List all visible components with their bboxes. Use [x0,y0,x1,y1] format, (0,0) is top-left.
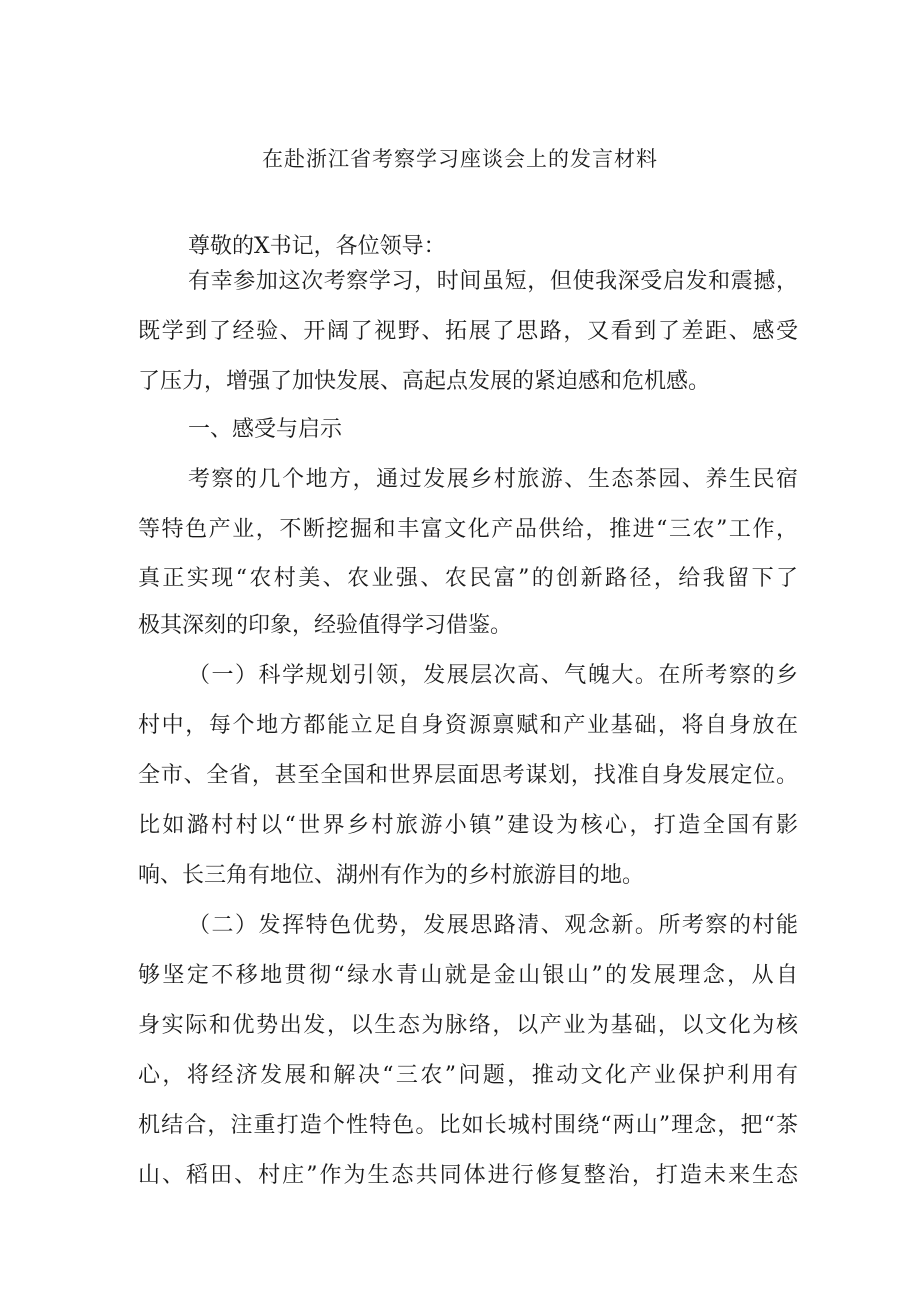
subsection-2-line-1: （二）发挥特色优势，发展思路清、观念新。所考察的村能 [188,913,798,938]
document-title: 在赴浙江省考察学习座谈会上的发言材料 [262,147,658,171]
paragraph-2-line-1: 考察的几个地方，通过发展乡村旅游、生态茶园、养生民宿 [188,467,798,492]
subsection-1-line-1: （一）科学规划引领，发展层次高、气魄大。在所考察的乡 [188,663,798,688]
section-heading-1: 一、感受与启示 [188,417,343,442]
subsection-1-line-2: 村中，每个地方都能立足自身资源禀赋和产业基础，将自身放在 [138,713,798,738]
subsection-1-line-3: 全市、全省，甚至全国和世界层面思考谋划，找准自身发展定位。 [138,763,798,788]
subsection-1-line-5: 响、长三角有地位、湖州有作为的乡村旅游目的地。 [138,863,645,888]
paragraph-1-line-2: 既学到了经验、开阔了视野、拓展了思路，又看到了差距、感受 [138,319,798,344]
paragraph-2-line-4: 极其深刻的印象，经验值得学习借鉴。 [138,613,513,638]
subsection-2-line-5: 机结合，注重打造个性特色。比如长城村围绕“两山”理念，把“茶 [138,1113,798,1138]
subsection-2-line-4: 心，将经济发展和解决“三农”问题，推动文化产业保护利用有 [138,1063,798,1088]
paragraph-2-line-3: 真正实现“农村美、农业强、农民富”的创新路径，给我留下了 [138,566,798,591]
subsection-2-line-2: 够坚定不移地贯彻“绿水青山就是金山银山”的发展理念，从自 [138,963,798,988]
paragraph-1-line-1: 有幸参加这次考察学习，时间虽短，但使我深受启发和震撼， [188,269,798,294]
salutation-line: 尊敬的X书记，各位领导： [188,234,446,259]
subsection-1-line-4: 比如潞村村以“世界乡村旅游小镇”建设为核心，打造全国有影 [138,813,798,838]
paragraph-1-line-3: 了压力，增强了加快发展、高起点发展的紧迫感和危机感。 [138,369,711,394]
paragraph-2-line-2: 等特色产业，不断挖掘和丰富文化产品供给，推进“三农”工作， [138,517,798,542]
subsection-2-line-3: 身实际和优势出发，以生态为脉络，以产业为基础，以文化为核 [138,1013,798,1038]
subsection-2-line-6: 山、稻田、村庄”作为生态共同体进行修复整治，打造未来生态 [138,1163,798,1188]
